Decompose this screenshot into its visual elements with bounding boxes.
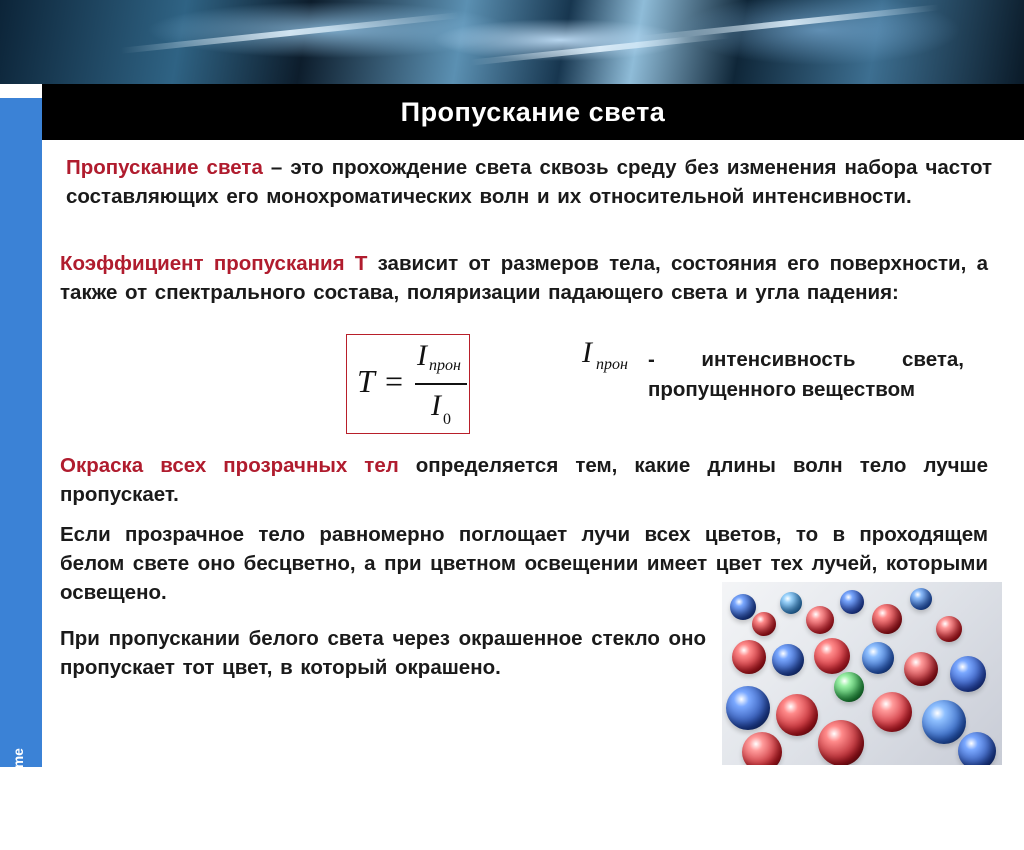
legend-symbol-subscript: прон <box>596 356 628 373</box>
formula-numerator: I <box>417 339 427 372</box>
colored-glass-paragraph: При пропускании белого света через окрашенное стекло оно пропускает тот цвет, в который окрашено. <box>60 627 706 679</box>
marble-blue <box>950 656 986 692</box>
title-bar <box>42 84 1024 140</box>
marble-blue <box>910 588 932 610</box>
marble-blue <box>958 732 996 765</box>
legend-word-light: света, <box>901 348 964 371</box>
marble-green <box>834 672 864 702</box>
marble-blue <box>922 700 966 744</box>
coloring-paragraph <box>60 451 988 509</box>
banner-light-streak <box>121 12 460 54</box>
marble-red <box>872 604 902 634</box>
marble-blue <box>862 642 894 674</box>
formula-denominator: I <box>431 389 441 422</box>
transparent-body-paragraph: Если прозрачное тело равномерно поглощает лучи всех цветов, то в проходящем белом свете оно бесцветно, а при цветном освещении имеет цвет тех лучей, которыми освещено. <box>60 523 988 604</box>
definition-text: – это прохождение света сквозь среду без изменения набора частот составляющих его монохроматических волн и их относительной интенсивности. <box>66 156 993 208</box>
coefficient-term: Коэффициент пропускания Т <box>60 252 368 275</box>
marble-blue <box>772 644 804 676</box>
formula-fraction-bar <box>415 383 467 385</box>
legend-description <box>648 345 964 405</box>
legend-dash: - <box>648 348 655 371</box>
marble-red <box>818 720 864 765</box>
glass-marbles-photo <box>722 582 1002 765</box>
company-name-label: company name <box>10 748 26 850</box>
definition-term: Пропускание света <box>66 156 263 179</box>
coefficient-paragraph <box>60 249 988 307</box>
formula-equals: = <box>385 363 404 399</box>
marble-red <box>814 638 850 674</box>
sidebar <box>0 98 42 850</box>
marble-blue <box>726 686 770 730</box>
marble-blue <box>780 592 802 614</box>
marble-red <box>872 692 912 732</box>
transmittance-formula <box>346 334 470 434</box>
legend-symbol-letter: I <box>582 336 592 369</box>
coefficient-text: зависит от размеров тела, состояния его поверхности, а также от спектрального состава, поляризации падающего света и угла падения: <box>60 252 988 304</box>
formula-denominator-subscript: 0 <box>443 411 451 428</box>
marble-red <box>806 606 834 634</box>
marble-red <box>776 694 818 736</box>
formula-numerator-subscript: прон <box>429 357 461 374</box>
marble-blue <box>730 594 756 620</box>
banner-light-streak <box>470 32 729 65</box>
header-banner-image <box>0 0 1024 84</box>
marble-red <box>732 640 766 674</box>
marble-red <box>904 652 938 686</box>
legend-word-intensity: интенсивность <box>701 348 856 371</box>
marble-red <box>752 612 776 636</box>
formula-lhs: T <box>357 363 375 399</box>
marble-red <box>742 732 782 765</box>
coloring-text: определяется тем, какие длины волн тело лучше пропускает. <box>60 454 988 506</box>
definition-paragraph <box>66 153 992 211</box>
page-title: Пропускание света <box>400 97 666 127</box>
marble-red <box>936 616 962 642</box>
legend-line-2: пропущенного веществом <box>648 378 916 401</box>
coloring-term: Окраска всех прозрачных тел <box>60 454 399 477</box>
marble-blue <box>840 590 864 614</box>
banner-light-streak <box>641 4 940 41</box>
